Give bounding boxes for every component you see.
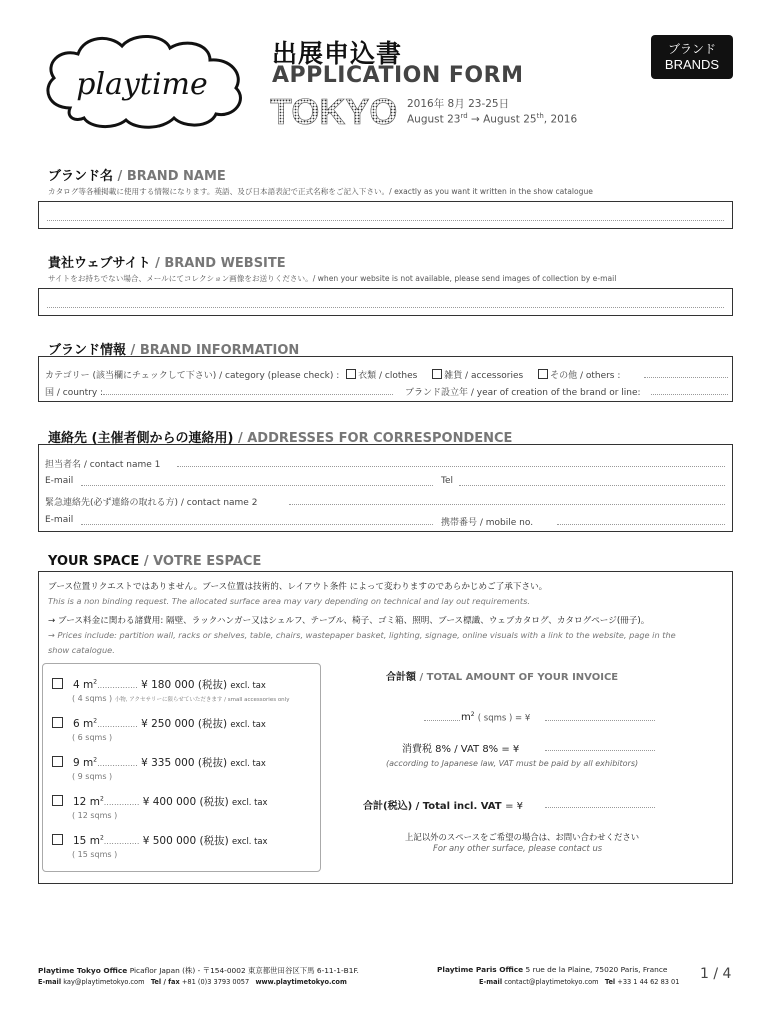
section-title-your-space: YOUR SPACE / VOTRE ESPACE xyxy=(48,554,262,569)
brand-name-field[interactable] xyxy=(38,201,733,229)
checkbox-6sqm[interactable] xyxy=(52,717,63,728)
email2-label: E-mail xyxy=(45,515,74,525)
checkbox-clothes[interactable] xyxy=(346,369,356,379)
checkbox-accessories[interactable] xyxy=(432,369,442,379)
title-jp: 出展申込書 xyxy=(272,39,403,68)
space-option-4[interactable]: 4 $m^2$................ ¥ 180 000 (税抜) excl. tax xyxy=(52,677,266,692)
space-note-jp-2: → ブース料金に関わる諸費用: 隔壁、ラックハンガー又はシェルフ、テーブル、椅子、ゴミ箱、照明、ブース標識、ウェブカタログ、カタログページ(冊子)。 xyxy=(48,616,650,626)
badge-jp: ブランド xyxy=(667,42,716,56)
tokyo-website-link[interactable]: www.playtimetokyo.com xyxy=(255,978,347,986)
total-amount-input[interactable] xyxy=(545,807,655,808)
space-option-15[interactable]: 15 $m^2$.............. ¥ 500 000 (税抜) excl. tax xyxy=(52,833,267,848)
checkbox-others[interactable] xyxy=(538,369,548,379)
category-row xyxy=(45,368,620,381)
mobile-label: 携帯番号 / mobile no. xyxy=(441,518,534,528)
space-option-9[interactable]: 9 $m^2$................ ¥ 335 000 (税抜) excl. tax xyxy=(52,755,266,770)
sqm-row: $m^2$ ( sqms ) = ¥ xyxy=(424,711,530,723)
contact2-input[interactable] xyxy=(289,504,725,505)
date-jp: 2016年 8月 23-25日 xyxy=(407,98,510,110)
page-number: 1 / 4 xyxy=(700,966,732,982)
email1-label: E-mail xyxy=(45,476,74,486)
brand-website-field[interactable] xyxy=(38,288,733,316)
section-title-brand-name: ブランド名 / BRAND NAME xyxy=(48,169,226,184)
email2-input[interactable] xyxy=(81,524,433,525)
section-title-brand-information: ブランド情報 / BRAND INFORMATION xyxy=(48,343,300,358)
option-15-sub: ( 15 sqms ) xyxy=(72,850,118,859)
total-amount-title: 合計額 / TOTAL AMOUNT OF YOUR INVOICE xyxy=(386,672,619,683)
footer-paris-address: Playtime Paris Office 5 rue de la Plaine, 75020 Paris, France xyxy=(437,965,668,974)
year-label: ブランド設立年 / year of creation of the brand or line: xyxy=(405,388,641,398)
checkbox-4sqm[interactable] xyxy=(52,678,63,689)
space-option-6[interactable]: 6 $m^2$................ ¥ 250 000 (税抜) excl. tax xyxy=(52,716,266,731)
contact1-label: 担当者名 / contact name 1 xyxy=(45,460,161,470)
vat-note: (according to Japanese law, VAT must be paid by all exhibitors) xyxy=(386,759,639,768)
sqm-amount-input[interactable] xyxy=(545,720,655,721)
footer-paris-contact: E-mail contact@playtimetokyo.com Tel +33 1 44 62 83 01 xyxy=(479,978,680,986)
tokyo-email-link[interactable]: kay@playtimetokyo.com xyxy=(63,978,145,986)
dotted-line xyxy=(47,220,724,221)
year-input[interactable] xyxy=(651,394,728,395)
category-clothes-label: 衣類 / clothes xyxy=(358,371,418,381)
total-incl-vat-label: 合計(税込) / Total incl. VAT = ¥ xyxy=(363,801,523,812)
others-input[interactable] xyxy=(644,377,728,378)
option-4-sub: ( 4 sqms ) 小物, アクセサリーに限らせていただきます / small accessories only xyxy=(72,694,290,703)
contact1-input[interactable] xyxy=(177,466,725,467)
option-12-sub: ( 12 sqms ) xyxy=(72,811,118,820)
tel-label: Tel xyxy=(441,476,454,486)
brands-badge xyxy=(651,35,733,79)
badge-en: BRANDS xyxy=(664,57,720,72)
brand-website-note: サイトをお持ちでない場合、メールにてコレクション画像をお送りください。/ when your website is not available, please send images of collection by e-mail xyxy=(48,274,617,283)
other-surface-en: For any other surface, please contact us xyxy=(433,843,603,853)
date-en: August 23rd → August 25th, 2016 xyxy=(407,112,578,126)
email1-input[interactable] xyxy=(81,485,433,486)
title-en: APPLICATION FORM xyxy=(272,63,524,88)
checkbox-12sqm[interactable] xyxy=(52,795,63,806)
vat-amount-input[interactable] xyxy=(545,750,655,751)
brand-name-note: カタログ等各種掲載に使用する情報になります。英語、及び日本語表記で正式名称をご記入下さい。/ exactly as you want it written in the show catalogue xyxy=(48,187,593,196)
addresses-box xyxy=(38,444,733,532)
footer-tokyo-address: Playtime Tokyo Office Picaflor Japan (株) - 〒154-0002 東京都世田谷区下馬 6-11-1-B1F. xyxy=(38,966,359,975)
country-label: 国 / country : xyxy=(45,388,104,398)
checkbox-9sqm[interactable] xyxy=(52,756,63,767)
space-note-en-1: This is a non binding request. The allocated surface area may vary depending on technical and lay out requirements. xyxy=(48,596,530,606)
section-title-brand-website: 貴社ウェブサイト / BRAND WEBSITE xyxy=(48,256,286,271)
mobile-input[interactable] xyxy=(557,524,725,525)
space-note-en-2b: show catalogue. xyxy=(48,645,115,655)
playtime-logo xyxy=(40,30,250,130)
category-others-label: その他 / others : xyxy=(550,371,621,381)
space-note-jp-1: ブース位置リクエストではありません。ブース位置は技術的、レイアウト条件 によって変わりますのであらかじめご了承下さい。 xyxy=(48,582,548,592)
space-option-12[interactable]: 12 $m^2$.............. ¥ 400 000 (税抜) excl. tax xyxy=(52,794,267,809)
section-title-addresses: 連絡先 (主催者側からの連絡用) / ADDRESSES FOR CORRESPONDENCE xyxy=(48,431,513,446)
vat-label: 消費税 8% / VAT 8% = ¥ xyxy=(402,744,520,755)
option-9-sub: ( 9 sqms ) xyxy=(72,772,113,781)
country-input[interactable] xyxy=(103,394,393,395)
brand-information-box xyxy=(38,356,733,402)
contact2-label: 緊急連絡先(必ず連絡の取れる方) / contact name 2 xyxy=(45,498,258,508)
dotted-line xyxy=(47,307,724,308)
other-surface-jp: 上記以外のスペースをご希望の場合は、お問い合わせください xyxy=(405,832,640,842)
category-accessories-label: 雑貨 / accessories xyxy=(444,371,524,381)
sqm-input[interactable] xyxy=(424,720,460,721)
footer-tokyo-contact: E-mail kay@playtimetokyo.com Tel / fax +81 (0)3 3793 0057 www.playtimetokyo.com xyxy=(38,978,347,986)
space-note-en-2a: → Prices include: partition wall, racks or shelves, table, chairs, wastepaper basket, lighting, signage, online visuals with a link to the website, page in the xyxy=(48,630,676,640)
category-label: カテゴリー (該当欄にチェックして下さい) / category (please check) : xyxy=(45,371,340,381)
paris-email-link[interactable]: contact@playtimetokyo.com xyxy=(504,978,599,986)
option-6-sub: ( 6 sqms ) xyxy=(72,733,113,742)
city-title xyxy=(270,90,400,130)
tel-input[interactable] xyxy=(459,485,725,486)
svg-text:TOKYO: TOKYO xyxy=(270,91,398,130)
checkbox-15sqm[interactable] xyxy=(52,834,63,845)
logo-text: playtime xyxy=(76,67,208,102)
